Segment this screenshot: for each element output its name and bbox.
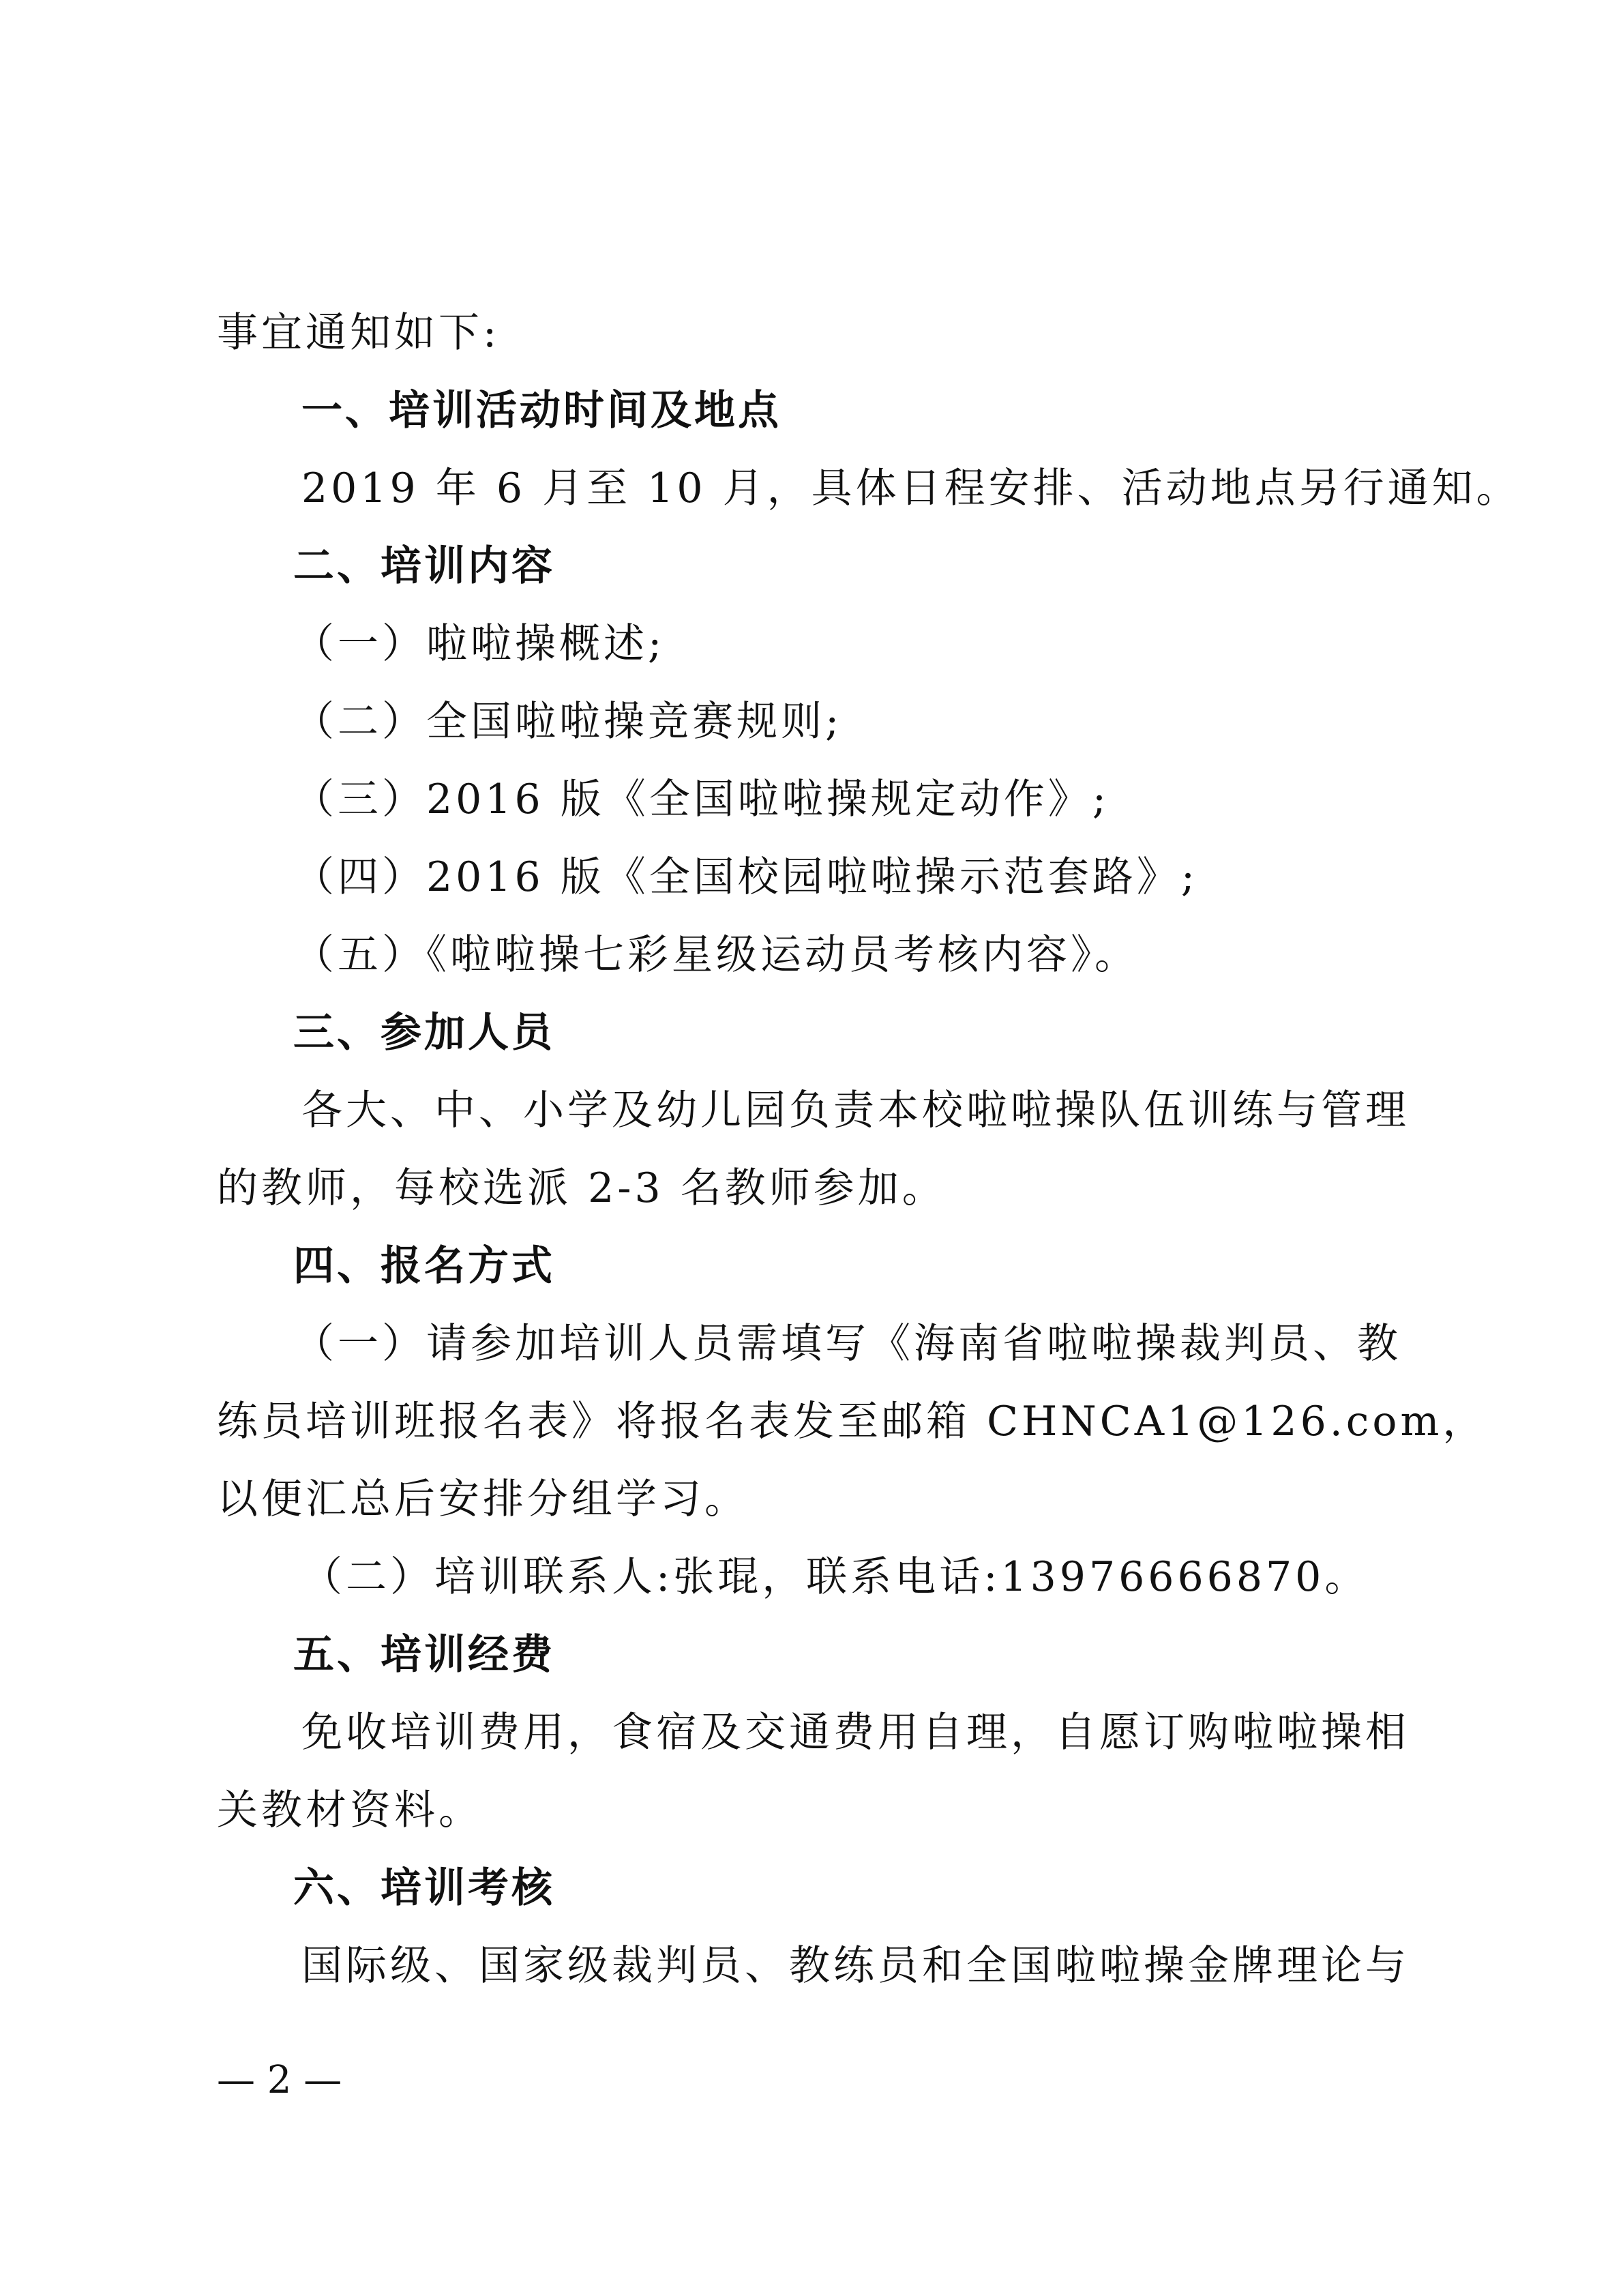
page-number: — 2 — [217,2058,342,2102]
paragraph-line: 免收培训费用，食宿及交通费用自理，自愿订购啦啦操相 [301,1709,1410,1756]
list-item: （二）全国啦啦操竞赛规则; [293,698,843,746]
paragraph-line: （一）请参加培训人员需填写《海南省啦啦操裁判员、教 [293,1320,1401,1368]
paragraph-line: 各大、中、小学及幼儿园负责本校啦啦操队伍训练与管理 [301,1087,1410,1134]
section-heading-3: 三、参加人员 [293,1009,555,1057]
paragraph-line: （二）培训联系人:张琨，联系电话:13976666870。 [301,1553,1369,1601]
intro-line: 事宜通知如下: [217,309,501,357]
paragraph-line: 的教师，每校选派 2-3 名教师参加。 [217,1164,947,1212]
list-item: （三）2016 版《全国啦啦操规定动作》; [293,776,1110,823]
paragraph-line: 练员培训班报名表》将报名表发至邮箱 CHNCA1@126.com， [217,1398,1487,1445]
paragraph-line: 关教材资料。 [217,1786,483,1834]
section-heading-2: 二、培训内容 [293,542,555,590]
section-heading-4: 四、报名方式 [293,1242,555,1290]
list-item: （五）《啦啦操七彩星级运动员考核内容》。 [293,931,1139,979]
section-heading-5: 五、培训经费 [293,1631,555,1679]
paragraph-line: 以便汇总后安排分组学习。 [217,1475,749,1523]
list-item: （四）2016 版《全国校园啦啦操示范套路》; [293,853,1198,901]
paragraph-line: 国际级、国家级裁判员、教练员和全国啦啦操金牌理论与 [301,1942,1410,1990]
section-heading-6: 六、培训考核 [293,1864,555,1912]
section-heading-1: 一、培训活动时间及地点 [301,387,781,435]
paragraph-line: 2019 年 6 月至 10 月，具体日程安排、活动地点另行通知。 [301,465,1521,512]
list-item: （一）啦啦操概述; [293,620,666,668]
